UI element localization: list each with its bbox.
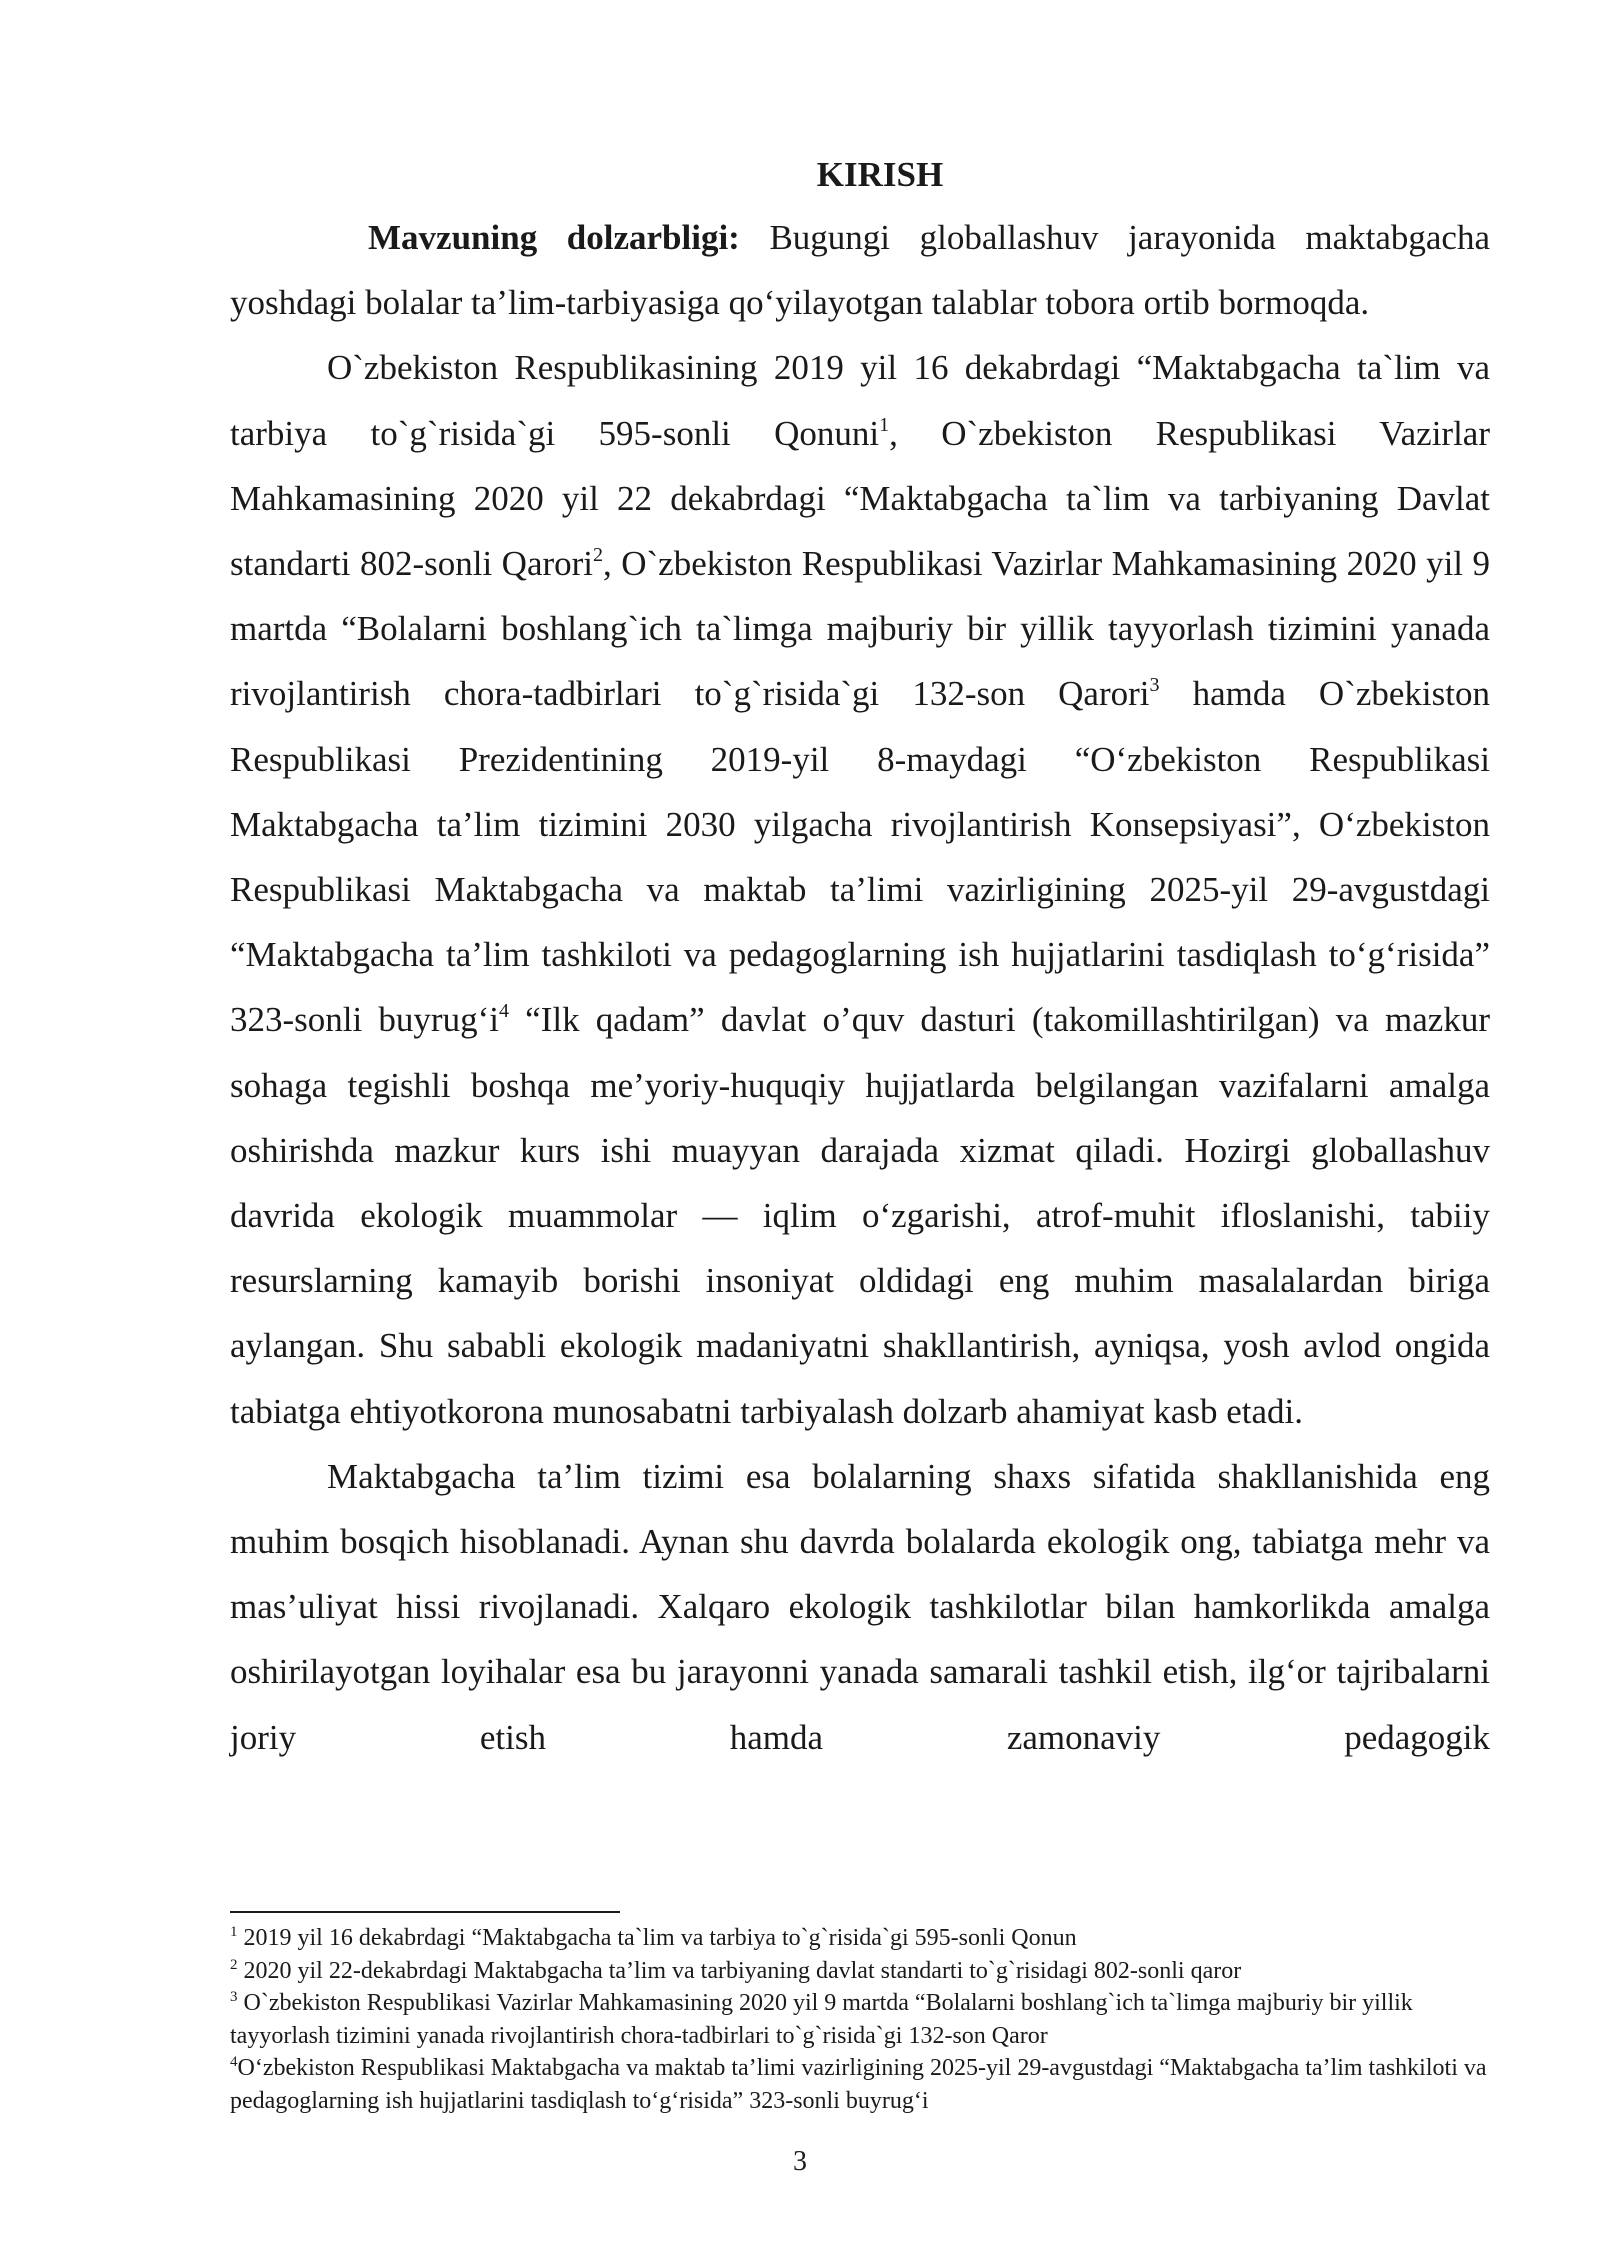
footnote-3 (230, 1987, 1490, 2052)
footnote-1 (230, 1922, 1490, 1955)
legal-basis-text-c: , O`zbekiston Respublikasi Vazirlar Mahkamasining 2020 yil 9 martda “Bolalarni boshlang`ich ta`limga majburiy bir yillik tayyorlash tizimini yanada rivojlantirish chora-tadbirlari to`g`risida`gi 132-son Qarori (230, 544, 1490, 714)
footnote-ref-1: 1 (879, 413, 890, 436)
legal-basis-text-e: “Ilk qadam” davlat o’quv dasturi (takomillashtirilgan) va mazkur sohaga tegishli boshqa me’yoriy-huquqiy hujjatlarda belgilangan vazifalarni amalga oshirishda mazkur kurs ishi muayyan darajada xizmat qiladi. Hozirgi globallashuv davrida ekologik muammolar — iqlim o‘zgarishi, atrof-muhit ifloslanishi, tabiiy resurslarning kamayib borishi insoniyat oldidagi eng muhim masalalardan biriga aylangan. Shu sababli ekologik madaniyatni shakllantirish, ayniqsa, yosh avlod ongida tabiatga ehtiyotkorona munosabatni tarbiyalash dolzarb ahamiyat kasb etadi. (230, 1000, 1490, 1431)
footnote-ref-4: 4 (498, 1000, 509, 1023)
footnote-ref-2: 2 (593, 544, 604, 567)
paragraph-relevance (230, 205, 1490, 335)
relevance-lead: Mavzuning dolzarbligi: (368, 218, 740, 257)
footnote-separator (230, 1911, 620, 1913)
body-text (230, 145, 1490, 1770)
relevance-text: Bugungi globallashuv jarayonida maktabgacha yoshdagi bolalar ta’lim-tarbiyasiga qo‘yilayotgan talablar tobora ortib bormoqda. (230, 218, 1490, 323)
footnote-mark: 2 (230, 1956, 238, 1973)
footnote-text: 2019 yil 16 dekabrdagi “Maktabgacha ta`lim va tarbiya to`g`risida`gi 595-sonli Qonun (237, 1925, 1077, 1951)
legal-basis-text-a: O`zbekiston Respublikasining 2019 yil 16 dekabrdagi “Maktabgacha ta`lim va tarbiya to`g`risida`gi 595-sonli Qonuni (230, 348, 1490, 453)
footnote-mark: 1 (230, 1924, 238, 1940)
section-heading: KIRISH (816, 155, 944, 194)
footnote-mark: 4 (230, 2054, 238, 2070)
footnote-text: O‘zbekiston Respublikasi Maktabgacha va maktab ta’limi vazirligining 2025-yil 29-avgustdagi “Maktabgacha ta’lim tashkiloti va pedagoglarning ish hujjatlarini tasdiqlash to‘g‘risida” 323-sonli buyrug‘i (230, 2055, 1487, 2114)
paragraph-legal-basis (230, 335, 1490, 1443)
footnote-ref-3: 3 (1149, 674, 1160, 697)
footnote-2 (230, 1955, 1490, 1988)
footnote-text: 2020 yil 22-dekabrdagi Maktabgacha ta’lim va tarbiyaning davlat standarti to`g`risidagi 802-sonli qaror (237, 1957, 1242, 1984)
footnote-4 (230, 2052, 1490, 2117)
footnote-mark: 3 (230, 1989, 238, 2005)
page-number: 3 (793, 2146, 807, 2177)
footnotes (230, 1922, 1490, 2117)
legal-basis-text-b: , O`zbekiston Respublikasi Vazirlar Mahkamasining 2020 yil 22 dekabrdagi “Maktabgacha ta`lim va tarbiyaning Davlat standarti 802-sonli Qarori (230, 413, 1490, 584)
paragraph-preschool: Maktabgacha ta’lim tizimi esa bolalarning shaxs sifatida shakllanishida eng muhim bosqich hisoblanadi. Aynan shu davrda bolalarda ekologik ong, tabiatga mehr va mas’uliyat hissi rivojlanadi. Xalqaro ekologik tashkilotlar bilan hamkorlikda amalga oshirilayotgan loyihalar esa bu jarayonni yanada samarali tashkil etish, ilg‘or tajribalarni joriy etish hamda zamonaviy pedagogik (230, 1456, 1490, 1757)
footnote-text: O`zbekiston Respublikasi Vazirlar Mahkamasining 2020 yil 9 martda “Bolalarni boshlang`ich ta`limga majburiy bir yillik tayyorlash tizimini yanada rivojlantirish chora-tadbirlari to`g`risida`gi 132-son Qaror (230, 1990, 1413, 2049)
legal-basis-text-d: hamda O`zbekiston Respublikasi Prezidentining 2019-yil 8-maydagi “O‘zbekiston Respublikasi Maktabgacha ta’lim tizimini 2030 yilgacha rivojlantirish Konsepsiyasi”, O‘zbekiston Respublikasi Maktabgacha va maktab ta’limi vazirligining 2025-yil 29-avgustdagi “Maktabgacha ta’lim tashkiloti va pedagoglarning ish hujjatlarini tasdiqlash to‘g‘risida” 323-sonli buyrug‘i (230, 674, 1490, 1040)
